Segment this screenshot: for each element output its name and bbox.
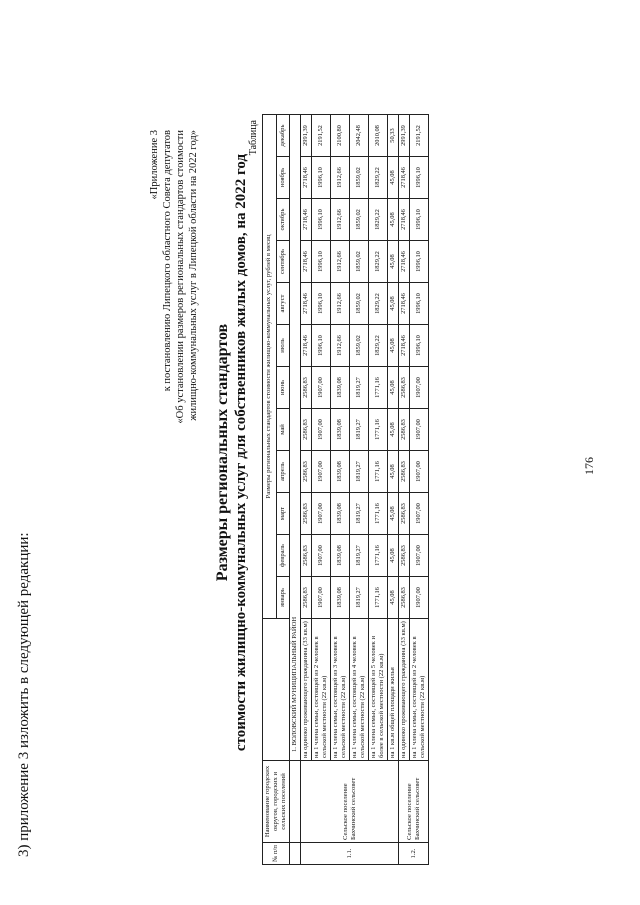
value-cell: 2586,83: [399, 577, 410, 619]
value-cell: 1819,27: [350, 409, 369, 451]
value-cell: 1907,00: [312, 451, 331, 493]
value-cell: 1839,08: [331, 493, 350, 535]
value-cell: 2586,83: [301, 367, 312, 409]
section-spacer: [290, 761, 301, 843]
value-cell: 1996,10: [410, 199, 429, 241]
value-cell: 2586,83: [301, 451, 312, 493]
value-cell: 2718,46: [399, 325, 410, 367]
month-header: март: [276, 493, 290, 535]
section-heading: 1. ВОЛОВСКИЙ МУНИЦИПАЛЬНЫЙ РАЙОН: [290, 114, 301, 760]
value-cell: 2586,83: [399, 367, 410, 409]
value-cell: 1912,66: [331, 241, 350, 283]
settlement-name: Сельское поселение Бахчинский сельсовет: [301, 761, 399, 843]
value-cell: 1839,08: [331, 451, 350, 493]
payer-category: на 1 кв.м общей площади жилья: [388, 619, 399, 761]
value-cell: 2586,83: [399, 493, 410, 535]
value-cell: 1819,27: [350, 367, 369, 409]
month-header: июнь: [276, 367, 290, 409]
value-cell: 1819,27: [350, 493, 369, 535]
month-header: август: [276, 283, 290, 325]
value-cell: 45,08: [388, 577, 399, 619]
value-cell: 2718,46: [399, 157, 410, 199]
value-cell: 1819,27: [350, 577, 369, 619]
value-cell: 1907,00: [312, 535, 331, 577]
value-cell: 2718,46: [301, 241, 312, 283]
value-cell: 1839,08: [331, 535, 350, 577]
value-cell: 2718,46: [301, 325, 312, 367]
standards-table: [262, 114, 429, 865]
value-cell: 1819,27: [350, 535, 369, 577]
value-cell: 1912,66: [331, 325, 350, 367]
intro-text: 3) приложение 3 изложить в следующей редакции:: [16, 532, 32, 857]
value-cell: 1771,16: [369, 535, 388, 577]
value-cell: 2191,52: [312, 114, 331, 156]
header-category: [263, 619, 290, 761]
value-cell: 1996,10: [410, 241, 429, 283]
value-cell: 2718,46: [399, 283, 410, 325]
value-cell: 2586,83: [399, 409, 410, 451]
value-cell: 1859,02: [350, 157, 369, 199]
value-cell: 2718,46: [399, 241, 410, 283]
value-cell: 1771,16: [369, 577, 388, 619]
value-cell: 1839,08: [331, 409, 350, 451]
value-cell: 1829,22: [369, 157, 388, 199]
payer-category: на 1 члена семьи, состоящей из 5 человек и более в сельской местности (22 кв.м): [369, 619, 388, 761]
table-row: [369, 114, 388, 864]
value-cell: 1996,10: [312, 283, 331, 325]
payer-category: на 1 члена семьи, состоящей из 2 человек в сельской местности (22 кв.м): [410, 619, 429, 761]
title: Размеры региональных стандартов: [214, 323, 231, 582]
value-cell: 2991,39: [399, 114, 410, 156]
table-row: [350, 114, 369, 864]
value-cell: 1907,00: [410, 367, 429, 409]
value-cell: 45,08: [388, 199, 399, 241]
table-row: [331, 114, 350, 864]
appendix-line: «Приложение 3: [149, 130, 160, 200]
value-cell: 1907,00: [312, 409, 331, 451]
value-cell: 1907,00: [312, 577, 331, 619]
month-header: ноябрь: [276, 157, 290, 199]
value-cell: 1771,16: [369, 409, 388, 451]
month-header: октябрь: [276, 199, 290, 241]
payer-category: на 1 члена семьи, состоящей из 3 человек в сельской местности (22 кв.м): [331, 619, 350, 761]
payer-category: на одиноко проживающего гражданина (33 кв.м): [301, 619, 312, 761]
month-header: апрель: [276, 451, 290, 493]
page-number: 176: [582, 457, 596, 475]
document-title: [214, 0, 250, 905]
month-header: январь: [276, 577, 290, 619]
value-cell: 1996,10: [312, 325, 331, 367]
value-cell: 1996,10: [312, 241, 331, 283]
header-name: Наименование городских округов, городских и сельских поселений: [263, 761, 290, 843]
value-cell: 50,33: [388, 114, 399, 156]
value-cell: 2718,46: [301, 283, 312, 325]
month-header: май: [276, 409, 290, 451]
row-number: 1.1.: [301, 843, 399, 865]
value-cell: 45,08: [388, 283, 399, 325]
value-cell: 45,08: [388, 451, 399, 493]
value-cell: 1859,02: [350, 283, 369, 325]
month-header: декабрь: [276, 114, 290, 156]
value-cell: 1829,22: [369, 199, 388, 241]
value-cell: 45,08: [388, 325, 399, 367]
value-cell: 45,08: [388, 367, 399, 409]
value-cell: 2100,80: [331, 114, 350, 156]
value-cell: 1819,27: [350, 451, 369, 493]
value-cell: 2042,48: [350, 114, 369, 156]
value-cell: 45,08: [388, 535, 399, 577]
value-cell: 1771,16: [369, 367, 388, 409]
payer-category: на одиноко проживающего гражданина (33 кв.м): [399, 619, 410, 761]
value-cell: 1907,00: [410, 409, 429, 451]
appendix-line: «Об установлении размеров региональных стандартов стоимости: [175, 130, 186, 424]
value-cell: 1859,02: [350, 199, 369, 241]
value-cell: 1771,16: [369, 493, 388, 535]
value-cell: 1907,00: [410, 577, 429, 619]
appendix-reference: [148, 130, 200, 450]
appendix-line: к постановлению Липецкого областного Совета депутатов: [162, 130, 173, 392]
table-row: [399, 114, 410, 864]
value-cell: 1912,66: [331, 199, 350, 241]
value-cell: 2718,46: [301, 157, 312, 199]
month-header: июль: [276, 325, 290, 367]
month-header: сентябрь: [276, 241, 290, 283]
value-cell: 1996,10: [312, 199, 331, 241]
value-cell: 2586,83: [301, 577, 312, 619]
value-cell: 45,08: [388, 241, 399, 283]
value-cell: 1859,02: [350, 325, 369, 367]
value-cell: 2586,83: [399, 535, 410, 577]
value-cell: 2586,83: [301, 409, 312, 451]
value-cell: 45,08: [388, 409, 399, 451]
value-cell: 2010,08: [369, 114, 388, 156]
value-cell: 45,08: [388, 493, 399, 535]
value-cell: 1829,22: [369, 241, 388, 283]
table-body: [290, 114, 429, 864]
value-cell: 1771,16: [369, 451, 388, 493]
value-cell: 1839,08: [331, 577, 350, 619]
value-cell: 2718,46: [301, 199, 312, 241]
table-label: Таблица: [248, 120, 259, 156]
table-row: [388, 114, 399, 864]
value-cell: 2586,83: [301, 535, 312, 577]
value-cell: 1996,10: [410, 157, 429, 199]
settlement-name: Сельское поселение Бахчинский сельсовет: [399, 761, 429, 843]
value-cell: 1907,00: [312, 367, 331, 409]
value-cell: 1839,08: [331, 367, 350, 409]
subtitle: стоимости жилищно-коммунальных услуг для собственников жилых домов, на 2022 год: [233, 153, 249, 752]
value-cell: 1907,00: [410, 535, 429, 577]
value-cell: 1996,10: [312, 157, 331, 199]
row-number: 1.2.: [399, 843, 429, 865]
value-cell: 1907,00: [410, 493, 429, 535]
header-number: № п/п: [263, 843, 290, 865]
value-cell: 1996,10: [410, 283, 429, 325]
value-cell: 1829,22: [369, 283, 388, 325]
value-cell: 2991,39: [301, 114, 312, 156]
table-row: [312, 114, 331, 864]
payer-category: на 1 члена семьи, состоящей из 4 человек в сельской местности (22 кв.м): [350, 619, 369, 761]
payer-category: на 1 члена семьи, состоящей из 2 человек в сельской местности (22 кв.м): [312, 619, 331, 761]
value-cell: 1859,02: [350, 241, 369, 283]
value-cell: 1912,66: [331, 157, 350, 199]
value-cell: 2586,83: [301, 493, 312, 535]
value-cell: 1912,66: [331, 283, 350, 325]
value-cell: 2191,52: [410, 114, 429, 156]
table-row: [410, 114, 429, 864]
value-cell: 1907,00: [410, 451, 429, 493]
value-cell: 45,08: [388, 157, 399, 199]
value-cell: 1829,22: [369, 325, 388, 367]
section-spacer: [290, 843, 301, 865]
value-cell: 1996,10: [410, 325, 429, 367]
appendix-line: жилищно-коммунальных услуг в Липецкой области на 2022 год»: [188, 130, 199, 421]
value-cell: 2718,46: [399, 199, 410, 241]
header-group: Размеры региональных стандартов стоимости жилищно-коммунальных услуг, рублей в месяц: [263, 114, 277, 618]
value-cell: 2586,83: [399, 451, 410, 493]
table-row: [301, 114, 312, 864]
value-cell: 1907,00: [312, 493, 331, 535]
month-header: февраль: [276, 535, 290, 577]
